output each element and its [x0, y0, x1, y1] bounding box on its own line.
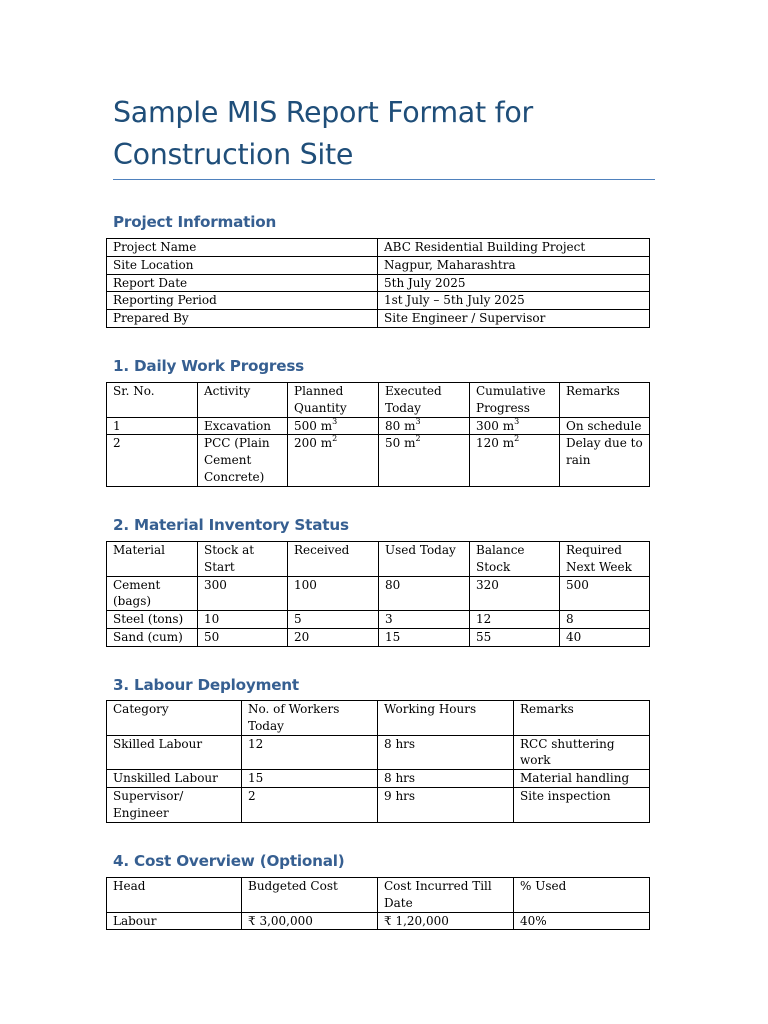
project-info-table	[106, 238, 650, 328]
table-cell: 12	[242, 735, 378, 770]
table-row	[107, 274, 650, 292]
sr-no-cell: 2	[107, 435, 198, 486]
labour-deployment-table	[106, 700, 650, 823]
work-progress-table	[106, 382, 650, 487]
table-row	[107, 787, 650, 822]
field-label: Report Date	[107, 274, 378, 292]
column-header: Stock at Start	[198, 542, 288, 577]
table-cell: Site inspection	[514, 787, 650, 822]
table-cell: Skilled Labour	[107, 735, 242, 770]
section-heading-material-inventory: 2. Material Inventory Status	[113, 516, 349, 534]
table-cell: 8 hrs	[378, 770, 514, 788]
table-cell: 320	[470, 576, 560, 611]
table-cell: 80	[379, 576, 470, 611]
title-divider	[113, 179, 655, 180]
table-row	[107, 292, 650, 310]
material-inventory-table	[106, 541, 650, 647]
planned-quantity-cell: 500 $m^3$	[288, 417, 379, 435]
table-cell: 5	[288, 611, 379, 629]
table-cell: Unskilled Labour	[107, 770, 242, 788]
cumulative-progress-cell: 120 $m^2$	[470, 435, 560, 486]
section-heading-labour: 3. Labour Deployment	[113, 676, 299, 694]
table-row	[107, 628, 650, 646]
field-label: Site Location	[107, 256, 378, 274]
column-header: % Used	[514, 878, 650, 913]
field-value: 1st July – 5th July 2025	[378, 292, 650, 310]
table-row	[107, 435, 650, 486]
table-cell: 300	[198, 576, 288, 611]
column-header: Remarks	[560, 383, 650, 418]
table-cell: Sand (cum)	[107, 628, 198, 646]
column-header: No. of Workers Today	[242, 701, 378, 736]
column-header: Planned Quantity	[288, 383, 379, 418]
column-header: Category	[107, 701, 242, 736]
table-row	[107, 735, 650, 770]
table-row	[107, 770, 650, 788]
table-row	[107, 576, 650, 611]
table-cell: 50	[198, 628, 288, 646]
table-row	[107, 310, 650, 328]
executed-today-cell: 50 $m^2$	[379, 435, 470, 486]
table-cell: Cement (bags)	[107, 576, 198, 611]
activity-cell: PCC (Plain Cement Concrete)	[198, 435, 288, 486]
table-cell: 40%	[514, 912, 650, 930]
column-header: Activity	[198, 383, 288, 418]
column-header: Executed Today	[379, 383, 470, 418]
column-header: Material	[107, 542, 198, 577]
table-header-row	[107, 878, 650, 913]
table-cell: 8 hrs	[378, 735, 514, 770]
column-header: Used Today	[379, 542, 470, 577]
table-cell: 12	[470, 611, 560, 629]
field-value: Site Engineer / Supervisor	[378, 310, 650, 328]
table-cell: Steel (tons)	[107, 611, 198, 629]
column-header: Budgeted Cost	[242, 878, 378, 913]
table-cell: 10	[198, 611, 288, 629]
table-cell: 9 hrs	[378, 787, 514, 822]
column-header: Required Next Week	[560, 542, 650, 577]
table-cell: 8	[560, 611, 650, 629]
activity-cell: Excavation	[198, 417, 288, 435]
column-header: Balance Stock	[470, 542, 560, 577]
document-title: Sample MIS Report Format for Construction Site	[113, 96, 533, 171]
table-cell: Material handling	[514, 770, 650, 788]
column-header: Working Hours	[378, 701, 514, 736]
table-row	[107, 417, 650, 435]
field-label: Prepared By	[107, 310, 378, 328]
field-label: Project Name	[107, 239, 378, 257]
table-cell: 2	[242, 787, 378, 822]
table-header-row	[107, 542, 650, 577]
table-row	[107, 912, 650, 930]
table-row	[107, 239, 650, 257]
cost-overview-table	[106, 877, 650, 930]
table-cell: 100	[288, 576, 379, 611]
planned-quantity-cell: 200 $m^2$	[288, 435, 379, 486]
field-value: Nagpur, Maharashtra	[378, 256, 650, 274]
remarks-cell: Delay due to rain	[560, 435, 650, 486]
table-cell: 15	[242, 770, 378, 788]
table-header-row	[107, 383, 650, 418]
table-cell: 40	[560, 628, 650, 646]
column-header: Sr. No.	[107, 383, 198, 418]
cumulative-progress-cell: 300 $m^3$	[470, 417, 560, 435]
table-cell: 55	[470, 628, 560, 646]
executed-today-cell: 80 $m^3$	[379, 417, 470, 435]
section-heading-work-progress: 1. Daily Work Progress	[113, 357, 304, 375]
table-header-row	[107, 701, 650, 736]
table-row	[107, 611, 650, 629]
column-header: Remarks	[514, 701, 650, 736]
table-cell: 3	[379, 611, 470, 629]
column-header: Received	[288, 542, 379, 577]
column-header: Cumulative Progress	[470, 383, 560, 418]
column-header: Head	[107, 878, 242, 913]
field-value: ABC Residential Building Project	[378, 239, 650, 257]
section-heading-cost: 4. Cost Overview (Optional)	[113, 852, 345, 870]
column-header: Cost Incurred Till Date	[378, 878, 514, 913]
table-row	[107, 256, 650, 274]
table-cell: 20	[288, 628, 379, 646]
table-cell: ₹ 1,20,000	[378, 912, 514, 930]
table-cell: Labour	[107, 912, 242, 930]
field-label: Reporting Period	[107, 292, 378, 310]
table-cell: ₹ 3,00,000	[242, 912, 378, 930]
remarks-cell: On schedule	[560, 417, 650, 435]
table-cell: 15	[379, 628, 470, 646]
table-cell: 500	[560, 576, 650, 611]
section-heading-project-info: Project Information	[113, 213, 277, 231]
field-value: 5th July 2025	[378, 274, 650, 292]
sr-no-cell: 1	[107, 417, 198, 435]
table-cell: Supervisor/ Engineer	[107, 787, 242, 822]
table-cell: RCC shuttering work	[514, 735, 650, 770]
